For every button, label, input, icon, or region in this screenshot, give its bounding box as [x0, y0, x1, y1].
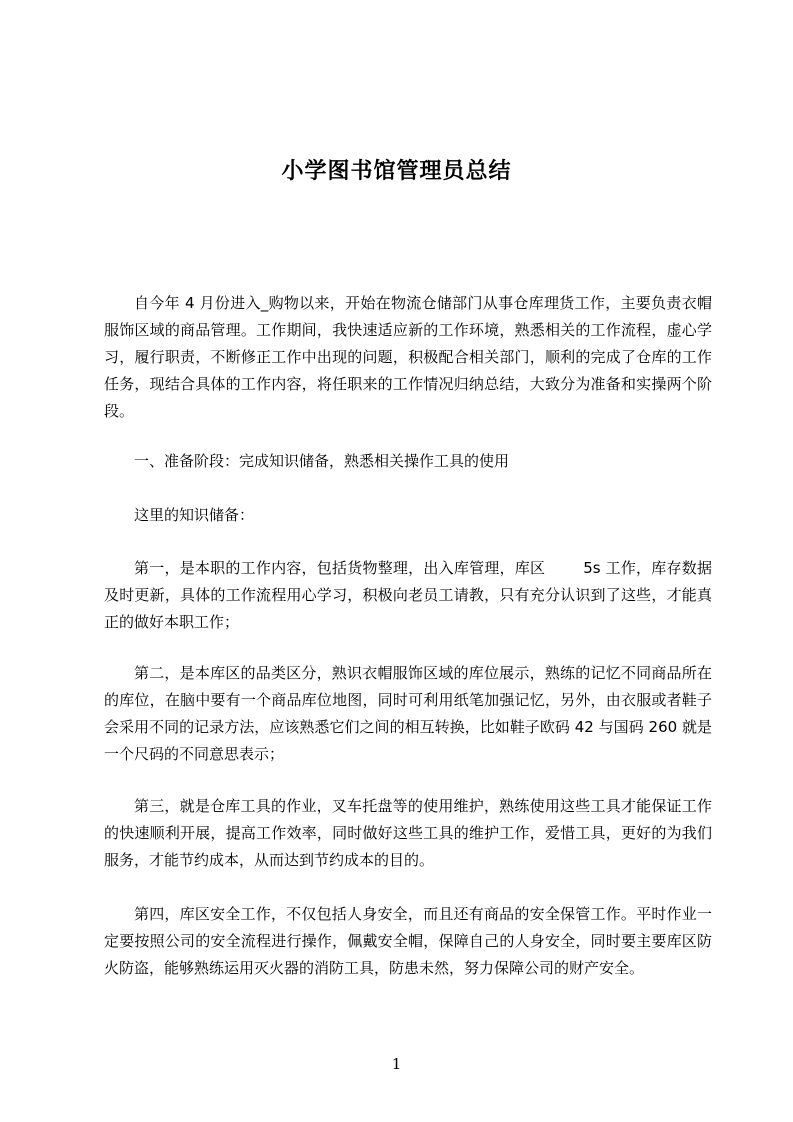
page-number: 1: [391, 1055, 402, 1073]
fourth-point-paragraph: 第四，库区安全工作，不仅包括人身安全，而且还有商品的安全保管工作。平时作业一定要按照公司的安全流程进行操作，佩戴安全帽，保障自己的人身安全，同时要主要库区防火防盗，能够熟练运用灭火器的消防工具，防患未然，努力保障公司的财产安全。: [104, 905, 712, 977]
first-point-text-end: 5s 工作，库存数据及时更新，具体的工作流程用心学习，积极向老员工请教，只有充分认识到了这些，才能真正的做好本职工作；: [104, 559, 712, 631]
second-point-paragraph: 第二，是本库区的品类区分，熟识衣帽服饰区域的库位展示，熟练的记忆不同商品所在的库位，在脑中要有一个商品库位地图，同时可利用纸笔加强记忆，另外，由衣服或者鞋子会采用不同的记录方法，应该熟悉它们之间的相互转换，比如鞋子欧码 42 与国码 260 就是一个尺码的不同意思表示；: [104, 664, 712, 763]
document-title: 小学图书馆管理员总结: [281, 158, 512, 184]
section-one-heading: 一、准备阶段：完成知识储备，熟悉相关操作工具的使用: [134, 452, 510, 470]
first-point-paragraph: [104, 555, 712, 636]
knowledge-intro-paragraph: 这里的知识储备：: [134, 506, 255, 524]
third-point-paragraph: 第三，就是仓库工具的作业，叉车托盘等的使用维护，熟练使用这些工具才能保证工作的快速顺利开展，提高工作效率，同时做好这些工具的维护工作，爱惜工具，更好的为我们服务，才能节约成本，从而达到节约成本的目的。: [104, 797, 712, 869]
intro-paragraph: 自今年 4 月份进入_购物以来，开始在物流仓储部门从事仓库理货工作，主要负责衣帽服饰区域的商品管理。工作期间，我快速适应新的工作环境，熟悉相关的工作流程，虚心学习，履行职责，不断修正工作中出现的问题，积极配合相关部门，顺利的完成了仓库的工作任务，现结合具体的工作内容，将任职来的工作情况归纳总结，大致分为准备和实操两个阶段。: [104, 294, 712, 420]
first-point-text-start: 第一，是本职的工作内容，包括货物整理，出入库管理，库区: [134, 559, 546, 577]
